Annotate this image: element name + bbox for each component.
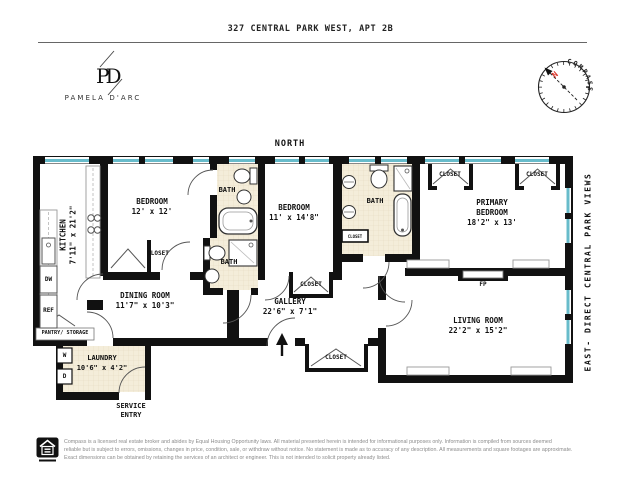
dining-label: DINING ROOM [120, 291, 170, 300]
exposure-label: EAST- DIRECT CENTRAL PARK VIEWS [583, 172, 593, 372]
kitchen-label: KITCHEN [58, 219, 68, 251]
equal-housing-caption-bar [39, 460, 56, 462]
dining-label-group [95, 291, 195, 311]
living-west-wall [378, 328, 386, 383]
pantry-label: PANTRY/ STORAGE [41, 330, 89, 336]
compass-north-letter: N [550, 69, 560, 80]
monogram-letters: PD [96, 64, 118, 88]
radiator [407, 260, 449, 268]
toilet-icon [371, 170, 387, 188]
equal-housing-icon [36, 437, 59, 463]
west-wall [33, 156, 40, 346]
dishwasher-label: DW [44, 276, 53, 283]
gallery-label-group [240, 297, 340, 317]
compass-center-dot [562, 85, 566, 89]
closet-label: CLOSET [325, 354, 347, 361]
primary-bedroom-label: PRIMARY BEDROOM [476, 198, 508, 217]
closet-label: CLOSET [526, 171, 548, 178]
bath2-label: BATH [220, 258, 238, 266]
bedroom2-label-group [244, 203, 344, 223]
compass-ring-label: COMPASS [566, 57, 595, 94]
laundry-dims: 10'6" x 4'2" [76, 364, 128, 372]
living-door-arc [386, 300, 412, 326]
kitchen-sink [42, 238, 55, 264]
radiator [511, 367, 551, 375]
floorplan [33, 150, 578, 435]
bedroom1-label-group [102, 197, 202, 217]
brand-name: PAMELA D'ARC [64, 94, 142, 102]
dining-gallery-wall [227, 290, 239, 340]
page-title: 327 CENTRAL PARK WEST, APT 2B [227, 24, 394, 34]
north-label: NORTH [274, 139, 306, 149]
tub-drain [401, 229, 404, 232]
living-dims: 22'2" x 15'2" [448, 325, 508, 335]
fireplace-label: FP [479, 281, 487, 288]
primary-bath-label: BATH [366, 197, 384, 205]
refrigerator-label: REF [43, 307, 54, 314]
toilet-tank [250, 168, 257, 184]
bedroom1-label: BEDROOM [136, 197, 168, 206]
closet-label-small: CLOSET [347, 233, 363, 239]
gallery-dims: 22'6" x 7'1" [262, 306, 318, 316]
title-divider [38, 42, 587, 43]
gallery-label: GALLERY [274, 297, 306, 306]
disclaimer [64, 438, 588, 463]
washer-label: W [62, 352, 67, 359]
bedroom1-dims: 12' x 12' [131, 206, 173, 216]
primary-bedroom-dims: 18'2" x 13' [467, 218, 517, 227]
kitchen-dims: 7'11" x 21'2" [68, 205, 77, 265]
kitchen-label-group [58, 206, 78, 265]
compass-icon [533, 56, 595, 118]
closet-label: CLOSET [147, 250, 169, 257]
living-south-wall [378, 375, 573, 383]
brand-logo [60, 50, 150, 100]
living-label-group [428, 316, 528, 336]
firebox [463, 271, 503, 278]
service-entry-label: SERVICE ENTRY [116, 402, 146, 420]
windows-north [45, 157, 549, 164]
primary-west-wall [412, 164, 420, 268]
radiator [513, 260, 549, 268]
entry-arrow-icon [276, 333, 288, 356]
kitchen-counter-right [86, 166, 100, 278]
disclaimer-line: Compass is a licensed real estate broker and abides by Equal Housing Opportunity laws. All material presented herein is intended for informational purposes only. Information is compiled from sources deemed [64, 439, 552, 445]
radiator [407, 367, 449, 375]
window-strip [45, 157, 549, 164]
bath1-wall [210, 195, 217, 238]
laundry-label: LAUNDRY [87, 354, 117, 362]
dryer-label: D [62, 373, 67, 380]
closet-label: CLOSET [439, 171, 461, 178]
toilet-icon [234, 169, 250, 183]
bath1-label: BATH [218, 186, 236, 194]
bedroom2-dims: 11' x 14'8" [269, 212, 319, 222]
disclaimer-line: reliable but is subject to errors, omissions, changes in price, condition, sale, or withdraw without notice. No statement is made as to accuracy of any description. All measurements and square footages are approximate. [64, 447, 573, 454]
disclaimer-line: Exact dimensions can be obtained by retaining the services of an architect or engineer. This is not intended to solicit property already listed. [64, 455, 391, 462]
sink-icon [205, 269, 219, 283]
living-label: LIVING ROOM [453, 316, 503, 325]
bedroom2-label: BEDROOM [278, 203, 310, 212]
closet-label: CLOSET [300, 281, 322, 288]
monogram-icon [60, 50, 150, 96]
dining-dims: 11'7" x 10'3" [115, 300, 175, 310]
